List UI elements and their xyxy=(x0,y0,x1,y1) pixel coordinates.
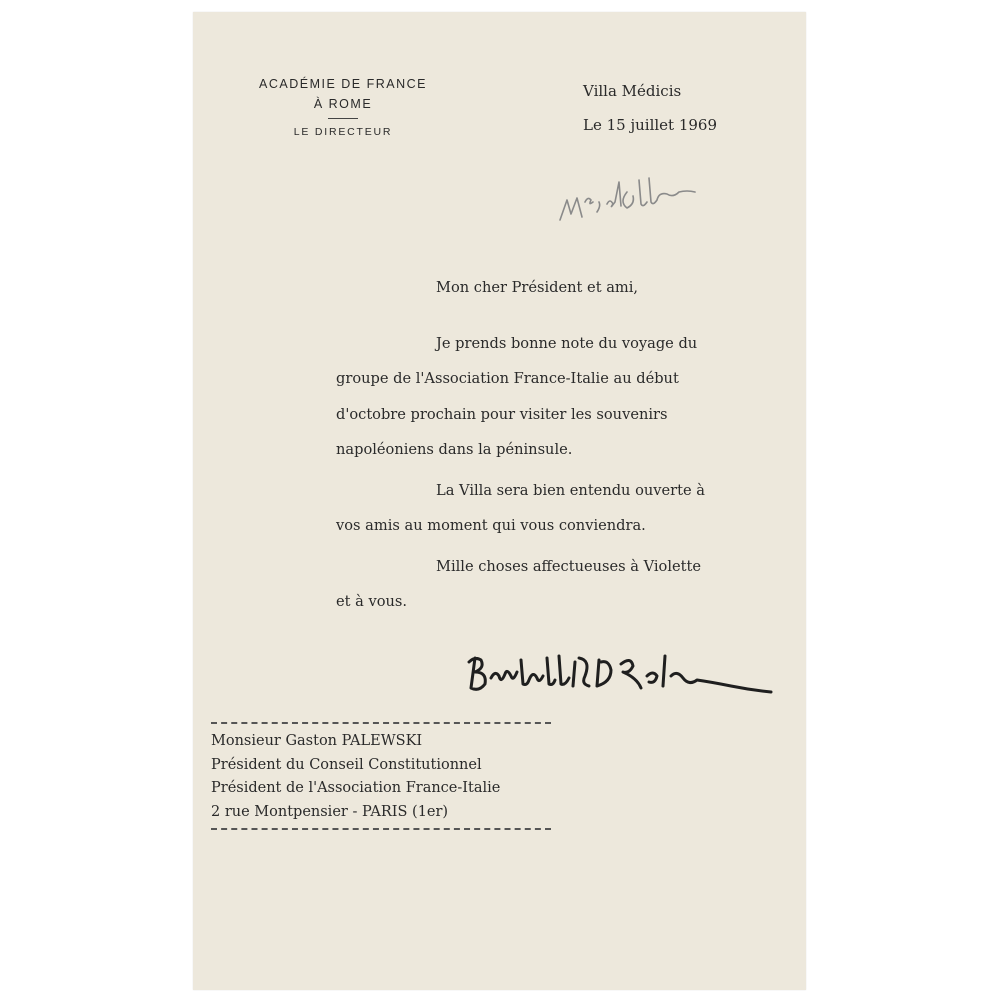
recipient-title-2: Président de l'Association France-Italie xyxy=(211,780,501,796)
handwritten-signature xyxy=(461,642,781,712)
address-bottom-rule xyxy=(211,828,551,830)
letter-body xyxy=(336,270,776,620)
recipient-lines xyxy=(211,724,551,828)
letterhead-role: LE DIRECTEUR xyxy=(293,126,393,138)
closing-line-2: et à vous. xyxy=(336,593,408,610)
letterhead xyxy=(233,74,453,139)
paragraph-2-line-2: vos amis au moment qui vous conviendra. xyxy=(336,517,646,534)
letter-page xyxy=(193,12,806,990)
salutation: Mon cher Président et ami, xyxy=(436,279,639,296)
letterhead-city: À ROME xyxy=(313,97,373,111)
pencil-annotation xyxy=(555,162,775,232)
paragraph-1-line-3: d'octobre prochain pour visiter les souvenirs xyxy=(336,405,668,423)
place-date-block xyxy=(583,74,717,142)
paragraph-1-line-4: napoléoniens dans la péninsule. xyxy=(336,441,573,458)
recipient-street: 2 rue Montpensier - PARIS (1er) xyxy=(211,803,449,820)
recipient-name: Monsieur Gaston PALEWSKI xyxy=(211,733,423,749)
paragraph-2-first-line: La Villa sera bien entendu ouverte à xyxy=(436,481,705,499)
recipient-address-block xyxy=(211,722,551,830)
closing-first-line: Mille choses affectueuses à Violette xyxy=(436,557,702,575)
paragraph-1-line-2: groupe de l'Association France-Italie au début xyxy=(336,370,679,387)
letterhead-divider xyxy=(328,118,358,119)
letterhead-institution: ACADÉMIE DE FRANCE xyxy=(259,77,427,91)
recipient-title-1: Président du Conseil Constitutionnel xyxy=(211,756,482,773)
date: Le 15 juillet 1969 xyxy=(583,116,718,134)
paragraph-1-first-line: Je prends bonne note du voyage du xyxy=(436,334,698,352)
place: Villa Médicis xyxy=(583,82,682,100)
